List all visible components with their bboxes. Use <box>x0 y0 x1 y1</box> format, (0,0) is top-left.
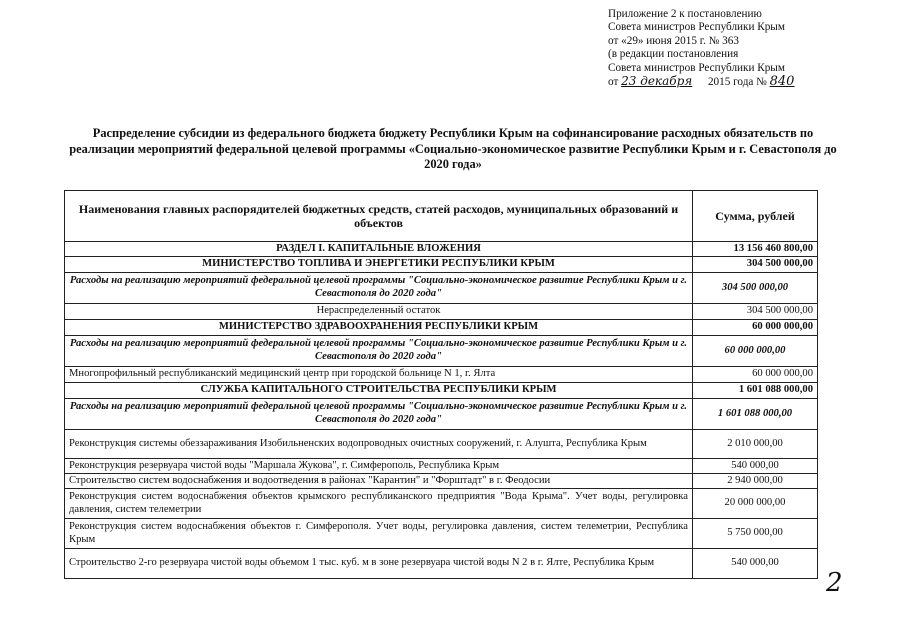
table-row <box>65 430 818 459</box>
row-sum: 2 010 000,00 <box>693 430 818 459</box>
column-header-name: Наименования главных распорядителей бюджетных средств, статей расходов, муниципальных образований и объектов <box>65 191 693 242</box>
table-row <box>65 273 818 304</box>
object-name: Реконструкция системы обеззараживания Изобильненских водопроводных очистных сооружений, г. Алушта, Республика Крым <box>65 430 693 459</box>
annex-line: Приложение 2 к постановлению <box>608 8 762 20</box>
section-name: РАЗДЕЛ I. КАПИТАЛЬНЫЕ ВЛОЖЕНИЯ <box>65 242 693 257</box>
row-sum: 20 000 000,00 <box>693 489 818 519</box>
expense-item: Расходы на реализацию мероприятий федеральной целевой программы "Социально-экономическое развитие Республики Крым и г. Севастополя до 2020 года" <box>65 273 693 304</box>
annex-line: Совета министров Республики Крым <box>608 21 785 34</box>
object-name: Строительство 2-го резервуара чистой воды объемом 1 тыс. куб. м в зоне резервуара чистой воды N 2 в г. Ялте, Республика Крым <box>65 549 693 579</box>
annex-reference <box>608 8 794 89</box>
annex-line: Совета министров Республики Крым <box>608 61 785 74</box>
object-name: Нераспределенный остаток <box>65 304 693 320</box>
table-row <box>65 367 818 383</box>
table-row <box>65 519 818 549</box>
table-row <box>65 459 818 474</box>
row-sum: 304 500 000,00 <box>693 273 818 304</box>
table-row <box>65 257 818 273</box>
row-sum: 540 000,00 <box>693 549 818 579</box>
annex-year: 2015 года № <box>707 76 767 89</box>
handwritten-date: 23 декабря <box>621 74 693 89</box>
ministry-name: МИНИСТЕРСТВО ТОПЛИВА И ЭНЕРГЕТИКИ РЕСПУБЛИКИ КРЫМ <box>65 257 693 273</box>
table-row <box>65 489 818 519</box>
row-sum: 60 000 000,00 <box>693 320 818 336</box>
column-header-sum: Сумма, рублей <box>693 191 818 242</box>
handwritten-number: 840 <box>769 74 795 90</box>
row-sum: 5 750 000,00 <box>693 519 818 549</box>
object-name: Строительство систем водоснабжения и водоотведения в районах "Карантин" и "Форштадт" в г. Феодосии <box>65 474 693 489</box>
row-sum: 1 601 088 000,00 <box>693 383 818 399</box>
subsidy-table <box>64 190 818 579</box>
row-sum: 304 500 000,00 <box>693 304 818 320</box>
object-name: Многопрофильный республиканский медицинский центр при городской больнице N 1, г. Ялта <box>65 367 693 383</box>
expense-item: Расходы на реализацию мероприятий федеральной целевой программы "Социально-экономическое развитие Республики Крым и г. Севастополя до 2020 года" <box>65 336 693 367</box>
row-sum: 60 000 000,00 <box>693 367 818 383</box>
row-sum: 60 000 000,00 <box>693 336 818 367</box>
table-row <box>65 399 818 430</box>
table-row <box>65 383 818 399</box>
ministry-name: МИНИСТЕРСТВО ЗДРАВООХРАНЕНИЯ РЕСПУБЛИКИ КРЫМ <box>65 320 693 336</box>
row-sum: 2 940 000,00 <box>693 474 818 489</box>
object-name: Реконструкция резервуара чистой воды "Маршала Жукова", г. Симферополь, Республика Крым <box>65 459 693 474</box>
table-row <box>65 549 818 579</box>
table-row <box>65 304 818 320</box>
ministry-name: СЛУЖБА КАПИТАЛЬНОГО СТРОИТЕЛЬСТВА РЕСПУБЛИКИ КРЫМ <box>65 383 693 399</box>
handwritten-page-number: 2 <box>826 568 843 598</box>
table-row <box>65 336 818 367</box>
row-sum: 13 156 460 800,00 <box>693 242 818 257</box>
document-title: Распределение субсидии из федерального бюджета бюджету Республики Крым на софинансирование расходных обязательств по реализации мероприятий федеральной целевой программы «Социально-экономическое развитие Республики Крым и г. Севастополя до 2020 года» <box>69 126 837 172</box>
annex-line-handwritten <box>608 75 794 89</box>
table-row <box>65 242 818 257</box>
table-row <box>65 474 818 489</box>
annex-prefix: от <box>608 76 619 89</box>
object-name: Реконструкция систем водоснабжения объектов крымского республиканского предприятия "Вода Крыма". Учет воды, регулировка давления, систем телеметрии <box>65 489 693 519</box>
annex-line: (в редакции постановления <box>608 48 739 61</box>
row-sum: 304 500 000,00 <box>693 257 818 273</box>
row-sum: 540 000,00 <box>693 459 818 474</box>
expense-item: Расходы на реализацию мероприятий федеральной целевой программы "Социально-экономическое развитие Республики Крым и г. Севастополя до 2020 года" <box>65 399 693 430</box>
row-sum: 1 601 088 000,00 <box>693 399 818 430</box>
annex-line: от «29» июня 2015 г. № 363 <box>608 34 739 47</box>
table-row <box>65 320 818 336</box>
object-name: Реконструкция систем водоснабжения объектов г. Симферополя. Учет воды, регулировка давления, систем телеметрии, Республика Крым <box>65 519 693 549</box>
